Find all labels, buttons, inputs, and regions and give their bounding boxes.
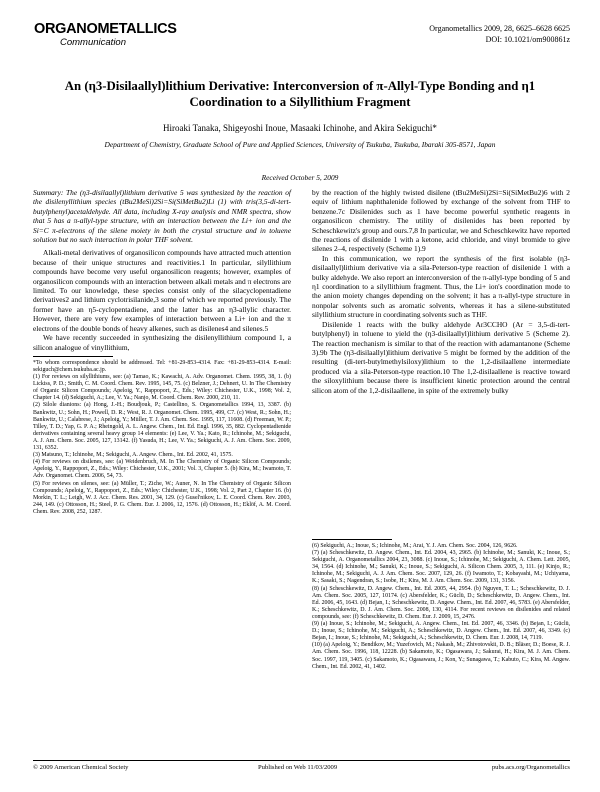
affiliation: Department of Chemistry, Graduate School of Pure and Applied Sciences, University of Tsukuba, Tsukuba, Ibaraki 305-8571, Japan xyxy=(104,140,496,149)
body-paragraph: Alkali-metal derivatives of organosilicon compounds have attracted much attention because of their unique structures and reactivities.1 In particular, silyllithium compounds have become very useful organosilicon reagents; however, examples of organosilicon compounds with an interaction between alkali metals and π electrons are limited. To our knowledge, these species consist only of the silacyclopentadiene derivatives2 and lithium cyclotrisilanide,3 some of which we reported previously. The former have an η5-cyclopentadiene, and the latter has an η3-allylic character. However, there are very few examples of interaction between a Li+ ion and the π electrons of the double bonds of heavy alkenes, such as disilenes4 and silenes.5 xyxy=(33,248,291,333)
reference-3: (3) Matsuno, T.; Ichinohe, M.; Sekiguchi, A. Angew. Chem., Int. Ed. 2002, 41, 1575. xyxy=(33,452,233,459)
body-paragraph: We have recently succeeded in synthesizing the disilenyllithium compound 1, a silicon analogue of vinyllithium, xyxy=(33,333,291,352)
author-list: Hiroaki Tanaka, Shigeyoshi Inoue, Masaaki Ichinohe, and Akira Sekiguchi* xyxy=(163,123,437,133)
logo-subtitle: Communication xyxy=(60,37,126,48)
body-paragraph: by the reaction of the highly twisted disilene (tBu2MeSi)2Si=Si(SiMetBu2)6 with 2 equiv of lithium naphthalenide followed by exchange of the solvent from THF to benzene.7c Disilenides such as 1 have become powerful synthetic reagents in organosilicon chemistry. The utility of disilenides has been reported by Scheschkewitz's group and ours.7,8 In particular, we and Scheschkewitz have reported the reactions of disilenide 1 with a ketone, acid chloride, and vinyl bromide to give silenes 2–4, respectively (Scheme 1).9 xyxy=(312,188,570,254)
summary-abstract: Summary: The (η3-disilaallyl)lithium derivative 5 was synthesized by the reaction of the disilenyllithium species (tBu2MeSi)2Si=Si(SiMetBu2)Li (1) with tris(3,5-di-tert-butylphenyl)acetaldehyde. All data, including X-ray analysis and NMR spectra, show that 5 has a π-allyl-type structure, with an interaction between the Li+ ion and the Si=C π-electrons of the silene moiety in both the crystal structure and in toluene solution but no such interaction in polar THF solvent. xyxy=(33,188,291,245)
reference-7: (7) (a) Scheschkewitz, D. Angew. Chem., Int. Ed. 2004, 43, 2965. (b) Ichinohe, M.; Sanuki, K.; Inoue, S.; Sekiguchi, A. Organometallics 2004, 23, 3088. (c) Inoue, S.; Ichinohe, M.; Sekiguchi, A. Chem. Lett. 2005, 34, 1564. (d) Ichinohe, M.; Sanuki, K.; Inoue, S.; Sekiguchi, A. Silicon Chem. 2005, 3, 111. (e) Kinjo, R.; Ichinohe, M.; Sekiguchi, A. J. Am. Chem. Soc. 2007, 129, 26. (f) Iwamoto, T.; Kobayashi, M.; Uchiyama, K.; Sasaki, S.; Nagendran, S.; Isobe, H.; Kira, M. J. Am. Chem. Soc. 2009, 131, 3156. xyxy=(312,550,570,585)
left-column xyxy=(33,188,291,516)
publication-date: Published on Web 11/03/2009 xyxy=(258,764,338,771)
body-paragraph: Disilenide 1 reacts with the bulky aldehyde Ar3CCHO (Ar = 3,5-di-tert-butylphenyl) in toluene to yield the (η3-disilaallyl)lithium derivative 5 (Scheme 2). The reaction mechanism is similar to that of the reaction with adamantanone (Scheme 3).9b The (η3-disilaallyl)lithium derivative 5 might be formed by the addition of the resulting (di-tert-butylmethylsiloxy)lithium to the 1,2-disilaallene intermediate produced via a sila-Peterson-type reaction.10 The 1,2-disilaallene is reactive toward the siloxylithium because there is insufficient kinetic protection around the central silicon atom of the 1,2-disilaallene, in spite of the extremely bulky xyxy=(312,319,570,395)
copyright-notice: © 2009 American Chemical Society xyxy=(33,764,129,771)
doi-label[interactable]: DOI: 10.1021/om900861z xyxy=(485,35,570,44)
reference-1: (1) For reviews on silyllithiums, see: (a) Tamao, K.; Kawachi, A. Adv. Organomet. Chem. 1995, 38, 1. (b) Lickiss, P. D.; Smith, C. M. Coord. Chem. Rev. 1995, 145, 75. (c) Belzner, J.; Dehnert, U. In The Chemistry of Organic Silicon Compounds; Apeloig, Y., Rappoport, Z., Eds.; Wiley: Chichester, U.K., 1998; Vol. 2, Chapter 14. (d) Sekiguchi, A.; Lee, V. Ya.; Nanjo, M. Coord. Chem. Rev. 2000, 210, 11. xyxy=(33,374,291,402)
body-paragraph: In this communication, we report the synthesis of the first isolable (η3-disilaallyl)lithium derivative via a sila-Peterson-type reaction of disilenide 1 with a bulky aldehyde. We also report an interconversion of the π-allyl-type bonding of 5 and η1 coordination to a silyllithium fragment. Thus, the Li+ ion's coordination mode to the anion moiety changes depending on the solvent; it has a π-allyl-type structure in nonpolar solvents such as aromatic solvents, whereas it has a silene-substituted silyllithium structure in coordinating solvents such as THF. xyxy=(312,253,570,320)
footnote-divider xyxy=(33,356,113,357)
right-references xyxy=(312,535,570,671)
logo-title: ORGANOMETALLICS xyxy=(34,21,177,37)
received-date: Received October 5, 2009 xyxy=(261,173,339,182)
reference-6: (6) Sekiguchi, A.; Inoue, S.; Ichinohe, M.; Arai, Y. J. Am. Chem. Soc. 2004, 126, 9626. xyxy=(312,543,518,549)
correspondence-note: *To whom correspondence should be addressed. Tel: +81-29-853-4314. Fax: +81-29-853-4314. E-mail: sekiguch@chem.tsukuba.ac.jp. xyxy=(33,359,291,373)
footnote-divider xyxy=(312,539,392,540)
footer-divider xyxy=(33,760,570,761)
reference-5: (5) For reviews on silenes, see: (a) Müller, T.; Ziche, W.; Auner, N. In The Chemistry of Organic Silicon Compounds; Apeloig, Y., Rappoport, Z., Eds.; Wiley: Chichester, U.K., 1998; Vol. 2, Part 2, Chapter 16. (b) Morkin, T. L.; Leigh, W. J. Acc. Chem. Res. 2001, 34, 129. (c) Gusel'nikov, L. E. Coord. Chem. Rev. 2003, 244, 149. (c) Ottosson, H.; Steel, P. G. Chem. Eur. J. 2006, 12, 1576. (d) Ottosson, H.; Eklöf, A. M. Coord. Chem. Rev. 2008, 252, 1287. xyxy=(33,480,291,515)
journal-website-link[interactable]: pubs.acs.org/Organometallics xyxy=(491,764,570,771)
reference-4: (4) For reviews on disilenes, see: (a) Weidenbruch, M. In The Chemistry of Organic Silicon Compounds; Apeloig, Y., Rappoport, Z., Eds.; Wiley: Chichester, U.K., 2001; Vol. 3, Chapter 5. (b) Kira, M.; Iwamoto, T. Adv. Organomet. Chem. 2006, 54, 73. xyxy=(33,459,291,480)
right-column xyxy=(312,188,570,395)
journal-logo xyxy=(34,22,204,62)
reference-8: (8) (a) Scheschkewitz, D. Angew. Chem., Int. Ed. 2005, 44, 2954. (b) Nguyen, T. L.; Scheschkewitz, D. J. Am. Chem. Soc. 2005, 127, 10174. (c) Abersfelder, K.; Güclü, D.; Scheschkewitz, D. Angew. Chem., Int. Ed. 2006, 45, 1643. (d) Bejan, I.; Scheschkewitz, D. Angew. Chem., Int. Ed. 2007, 46, 5783. (e) Abersfelder, K.; Scheschkewitz, D. J. Am. Chem. Soc. 2008, 130, 4114. For recent reviews on disilenides and related compounds, see: (f) Scheschkewitz, D. Chem. Eur. J. 2009, 15, 2476. xyxy=(312,585,570,620)
reference-10: (10) (a) Apeloig, Y.; Bendikov, M.; Yuzefovich, M.; Nakash, M.; Zhivotovskii, D. B.; Bläser, D.; Boese, R. J. Am. Chem. Soc. 1996, 118, 12228. (b) Sakamoto, K.; Ogasawara, J.; Sakurai, H.; Kira, M. J. Am. Chem. Soc. 1997, 119, 3405. (c) Sakamoto, K.; Ogasawara, J.; Kon, Y.; Sunagawa, T.; Kabuto, C.; Kira, M. Angew. Chem., Int. Ed. 2002, 41, 1402. xyxy=(312,642,570,670)
reference-9: (9) (a) Inoue, S.; Ichinohe, M.; Sekiguchi, A. Angew. Chem., Int. Ed. 2007, 46, 3346. (b) Bejan, I.; Güclü, D.; Inoue, S.; Ichinohe, M.; Sekiguchi, A.; Scheschkewitz, D. Angew. Chem., Int. Ed. 2007, 46, 3349. (c) Bejan, I.; Inoue, S.; Ichinohe, M.; Sekiguchi, A.; Scheschkewitz, D. Chem. Eur. J. 2008, 14, 7119. xyxy=(312,621,570,642)
reference-2: (2) Silole dianions: (a) Hong, J.-H.; Boudjouk, P.; Castellino, S. Organometallics 1994, 13, 3387. (b) Bankwitz, U.; Sohn, H.; Powell, D. R.; West, R. J. Organomet. Chem. 1995, 499, C7. (c) West, R.; Sohn, H.; Bankwitz, U.; Calabrese, J.; Apeloig, Y.; Müller, T. J. Am. Chem. Soc. 1995, 117, 11608. (d) Freeman, W. P.; Tilley, T. D.; Yap, G. P. A.; Rheingold, A. L. Angew. Chem., Int. Ed. Engl. 1996, 35, 882. Cyclopentadienide derivatives containing several heavy group 14 elements: (e) Lee, V. Ya.; Kato, R.; Ichinohe, M.; Sekiguchi, A. J. Am. Chem. Soc. 2005, 127, 13142. (f) Yasuda, H.; Lee, V. Ya.; Sekiguchi, A. J. Am. Chem. Soc. 2009, 131, 6352. xyxy=(33,402,291,452)
journal-citation: Organometallics 2009, 28, 6625–6628 6625 xyxy=(429,24,570,33)
article-title: An (η3-Disilaallyl)lithium Derivative: Interconversion of π-Allyl-Type Bonding and η1 Coordination to a Silyllithium Fragment xyxy=(64,79,536,109)
